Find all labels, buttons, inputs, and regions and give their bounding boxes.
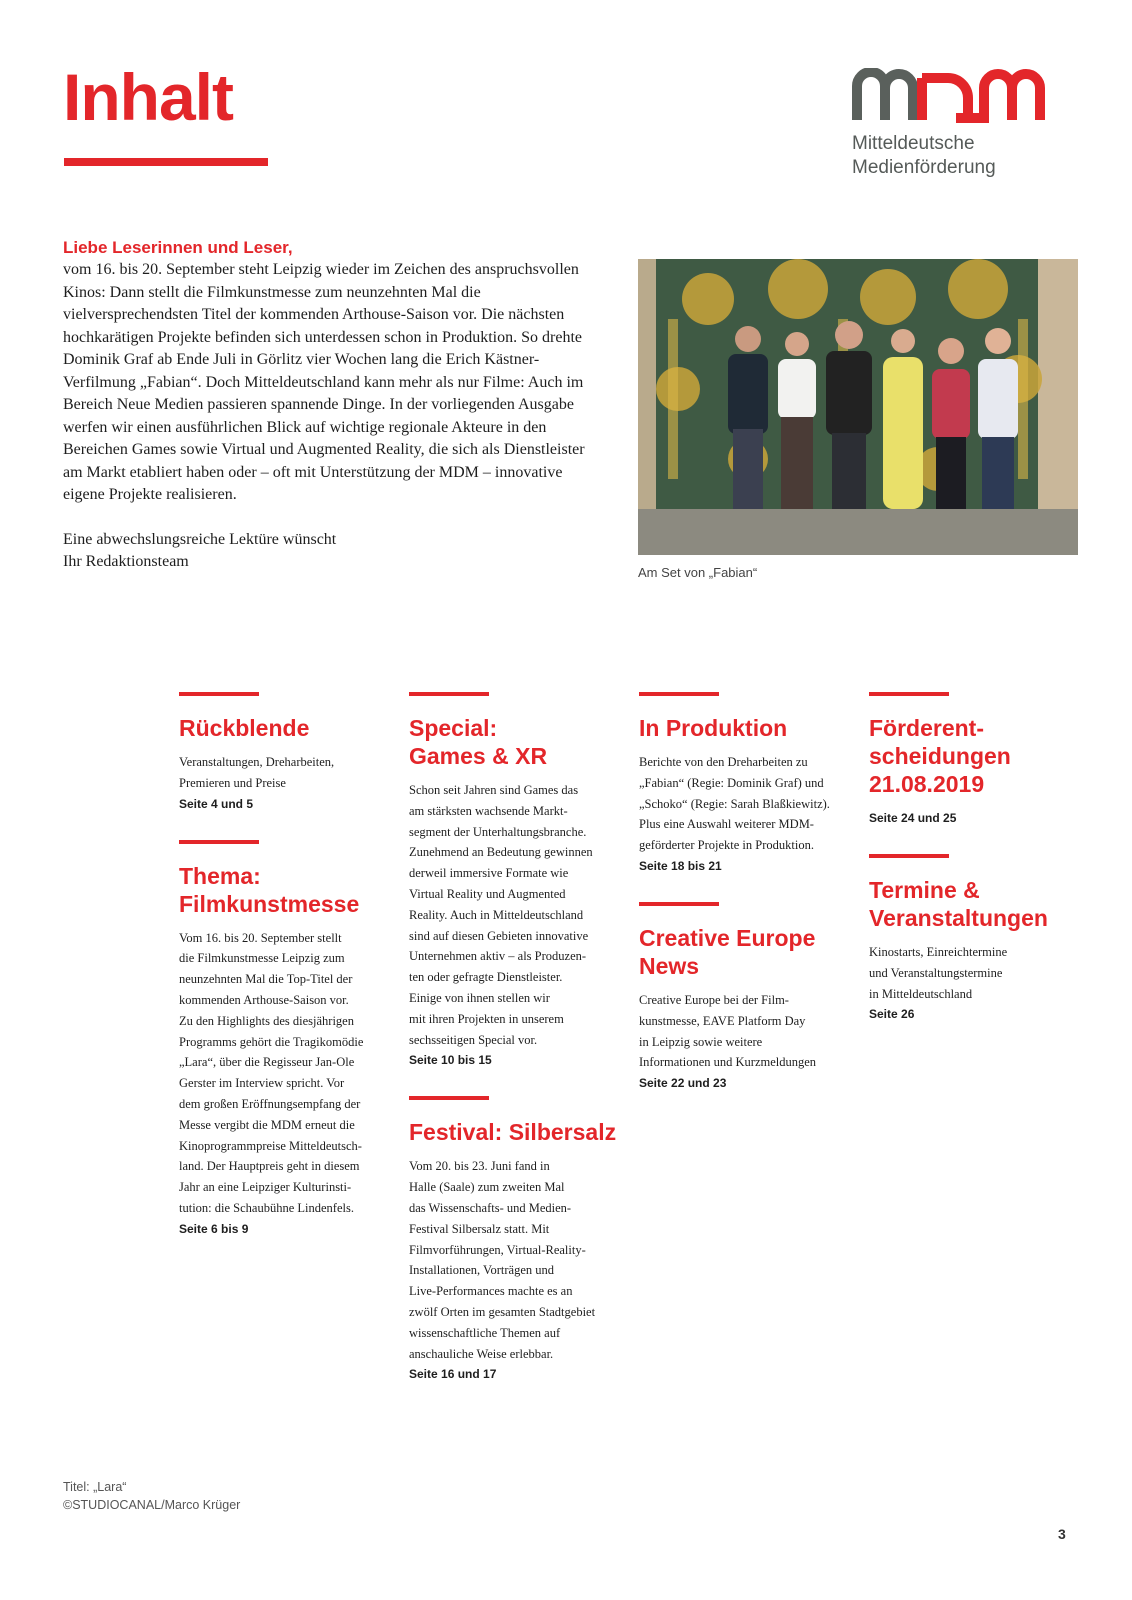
section-title: Creative Europe News [639,924,816,979]
toc-column-2 [409,692,619,1410]
toc-column-4 [869,692,1079,1050]
section-title: Rückblende [179,715,310,741]
toc-section-foerderentscheidungen [869,692,1079,828]
credit-title: Titel: „Lara“ [63,1480,127,1494]
section-rule [869,854,949,858]
section-pages: Seite 16 und 17 [409,1367,497,1382]
section-pages: Seite 10 bis 15 [409,1053,492,1068]
section-pages: Seite 26 [869,1007,915,1022]
section-pages: Seite 4 und 5 [179,796,254,811]
section-body: Vom 20. bis 23. Juni fand in Halle (Saale) zum zweiten Mal das Wissenschafts- und Medien- Festival Silbersalz statt. Mit Filmvorführungen, Virtual-Reality- Installationen, Vorträgen und Live-Performances machte es an zwölf Orten im gesamten Stadtgebiet wissenschaftliche Themen auf anschauliche Weise erlebbar. [409,1159,596,1361]
section-body: Vom 16. bis 20. September stellt die Filmkunstmesse Leipzig zum neunzehnten Mal die Top-Titel der kommenden Arthouse-Saison vor. Zu den Highlights des diesjährigen Programms gehört die Tragikomödie „Lara“, über die Regisseur Jan-Ole Gerster im Interview spricht. Vor dem großen Eröffnungsempfang der Messe vergibt die MDM erneut die Kinoprogrammpreise Mitteldeutsch- land. Der Hauptpreis geht in diesem Jahr an eine Leipziger Kulturinsti- tution: die Schaubühne Lindenfels. [179,930,364,1215]
mdm-logo [852,68,1064,180]
set-photo [638,259,1078,555]
section-title: Festival: Silbersalz [409,1119,617,1146]
toc-section-festival [409,1096,619,1384]
title-underline [64,158,268,166]
section-body: Kinostarts, Einreichtermine und Veranstaltungstermine in Mitteldeutschland [869,945,1008,1001]
toc-section-thema [179,840,389,1239]
mdm-logo-mark [852,68,1058,124]
section-pages: Seite 6 bis 9 [179,1221,249,1236]
toc-section-creative-europe [639,902,849,1093]
section-rule [869,692,949,696]
section-pages: Seite 18 bis 21 [639,858,722,873]
credit-copyright: ©STUDIOCANAL/Marco Krüger [63,1498,241,1512]
photo-credit [63,1478,240,1514]
section-title: Thema: Filmkunstmesse [179,862,360,917]
editorial-heading: Liebe Leserinnen und Leser, [63,238,293,257]
section-rule [179,692,259,696]
logo-line-2: Medienförderung [852,157,996,178]
section-rule [639,692,719,696]
section-title: Förderent- scheidungen 21.08.2019 [869,715,1011,797]
toc-column-3 [639,692,849,1119]
toc-section-produktion [639,692,849,876]
photo-caption: Am Set von „Fabian“ [638,565,758,580]
section-rule [639,902,719,906]
section-title: Special: Games & XR [409,715,548,769]
logo-line-1: Mitteldeutsche [852,133,975,154]
editorial-signature: Ihr Redaktionsteam [63,553,189,570]
editorial-body: vom 16. bis 20. September steht Leipzig wieder im Zeichen des anspruchsvollen Kinos: Dann stellt die Filmkunstmesse zum neunzehnten Mal die vielversprechendsten Titel der kommenden Arthouse-Saison vor. Die nächsten hochkarätigen Projekte befinden sich unterdessen schon in Produktion. So drehte Dominik Graf ab Ende Juli in Görlitz vier Wochen lang die Erich Kästner-Verfilmung „Fabian“. Doch Mitteldeutschland kann mehr als nur Filme: Auch im Bereich Neue Medien passieren spannende Dinge. In der vorliegenden Ausgabe werfen wir einen ausführlichen Blick auf wichtige regionale Akteure in den Bereichen Games sowie Virtual und Augmented Reality, die sich als Dienstleister am Markt etabliert haben oder – oft mit Unterstützung der MDM – innovative eigene Projekte realisieren. [63,261,585,503]
section-title: Termine & Veranstaltungen [869,877,1048,931]
section-rule [179,840,259,844]
section-body: Veranstaltungen, Dreharbeiten, Premieren und Preise [179,755,335,790]
toc-column-1 [179,692,389,1265]
section-body: Creative Europe bei der Film- kunstmesse, EAVE Platform Day in Leipzig sowie weitere Informationen und Kurzmeldungen [639,992,817,1070]
page-number: 3 [1058,1526,1066,1542]
section-rule [409,692,489,696]
section-pages: Seite 24 und 25 [869,811,957,825]
section-rule [409,1096,489,1100]
editorial-closing: Eine abwechslungsreiche Lektüre wünscht [63,530,337,548]
section-body: Berichte von den Dreharbeiten zu „Fabian“ (Regie: Dominik Graf) und „Schoko“ (Regie: Sarah Blaßkiewitz). Plus eine Auswahl weiterer MDM- geförderter Projekte in Produktion. [639,755,830,853]
set-photo-illustration [638,259,1078,555]
toc-section-special [409,692,619,1070]
section-title: In Produktion [639,715,788,741]
toc-section-rueckblende [179,692,389,814]
section-body: Schon seit Jahren sind Games das am stärksten wachsende Markt- segment der Unterhaltungsbranche. Zunehmend an Bedeutung gewinnen derweil immersive Formate wie Virtual Reality und Augmented Reality. Auch in Mitteldeutschland sind auf diesen Gebieten innovative Unternehmen aktiv – als Produzen- ten oder gefragte Dienstleister. Einige von ihnen stellen wir mit ihren Projekten in unserem sechsseitigen Special vor. [409,783,593,1047]
section-pages: Seite 22 und 23 [639,1076,727,1091]
page-title: Inhalt [63,60,233,134]
toc-section-termine [869,854,1079,1024]
editorial [63,237,603,574]
